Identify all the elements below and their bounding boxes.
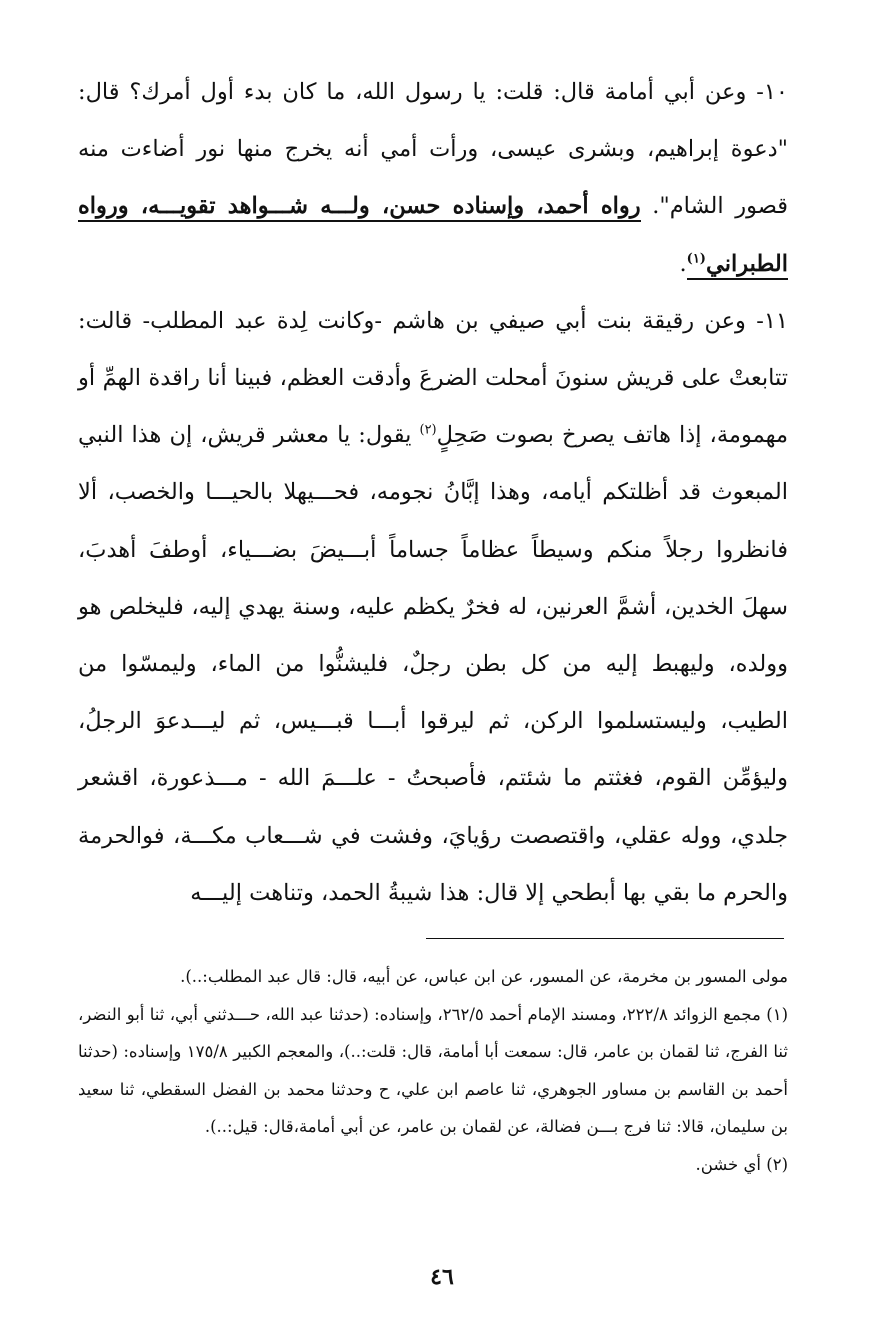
hadith-11-text: ١١- وعن رقيقة بنت أبي صيفي بن هاشم -وكانت لِدة عبد المطلب- قالت: تتابعتْ على قريش سنونَ أمحلت الضرعَ وأدقت العظم، فبينا أنا راقدة الهمِّ أو مهمومة، إذا هاتف يصرخ بصوت صَحِلٍ	[78, 307, 788, 449]
page-number: ٤٦	[430, 1264, 454, 1290]
footnote-ref-1: (١)	[686, 251, 706, 267]
main-text	[78, 64, 788, 922]
footnote-continuation: مولى المسور بن مخرمة، عن المسور، عن ابن عباس، عن أبيه، قال: قال عبد المطلب:..).	[180, 967, 788, 986]
footnote-2: (٢) أي خشن.	[695, 1154, 788, 1174]
footnotes	[78, 958, 788, 1183]
hadith-10-text: ١٠- وعن أبي أمامة قال: قلت: يا رسول الله، ما كان بدء أول أمرك؟ قال: "دعوة إبراهيم، وبشرى عيسى، ورأت أمي أنه يخرج منها نور أضاءت منه قصور الشام".	[78, 79, 789, 220]
hadith-paragraph-11	[78, 293, 788, 922]
hadith-10-grading-text: رواه أحمد، وإسناده حسن، ولـــه شـــواهد تقويـــه، ورواه الطبراني	[78, 193, 788, 277]
hadith-paragraph-10	[78, 64, 788, 293]
hadith-10-end: .	[679, 250, 687, 277]
footnote-1: (١) مجمع الزوائد ٢٢٢/٨، ومسند الإمام أحمد ٢٦٢/٥، وإسناده: (حدثنا عبد الله، حـــدثني أبي، ثنا أبو النضر، ثنا الفرج، ثنا لقمان بن عامر، قال: سمعت أبا أمامة، قال: قلت:..)، والمعجم الكبير ١٧٥/٨ وإسناده: (حدثنا أحمد بن القاسم بن مساور الجوهري، ثنا عاصم ابن علي، ح وحدثنا محمد بن الفضل السقطي، ثنا سعيد بن سليمان، قالا: ثنا فرج بـــن فضالة، عن لقمان بن عامر، عن أبي أمامة،قال: قيل:..).	[78, 1004, 788, 1136]
footnote-separator	[426, 938, 784, 939]
hadith-11-rest: يقول: يا معشر قريش، إن هذا النبي المبعوث قد أظلتكم أيامه، وهذا إبَّانُ نجومه، فحـــيهلا بالحيـــا والخصب، ألا فانظروا رجلاً منكم وسيطاً عظاماً جساماً أبـــيضَ بضـــياء، أوطفَ أهدبَ، سهلَ الخدين، أشمَّ العرنين، له فخرٌ يكظم عليه، وسنة يهدي إليه، فليخلص هو وولده، وليهبط إليه من كل بطن رجلٌ، فليشنُّوا من الماء، وليمسّوا من الطيب، وليستسلموا الركن، ثم ليرقوا أبـــا قبـــيس، ثم ليـــدعوَ الرجلُ، وليؤمِّن القوم، فغثتم ما شئتم، فأصبحتُ - علـــمَ الله - مـــذعورة، اقشعر جلدي، ووله عقلي، واقتصصت رؤيايَ، وفشت في شـــعاب مكـــة، فوالحرمة والحرم ما بقي بها أبطحي إلا قال: هذا شيبةُ الحمد، وتناهت إليـــه	[78, 422, 788, 906]
footnote-ref-2: (٢)	[419, 422, 437, 438]
